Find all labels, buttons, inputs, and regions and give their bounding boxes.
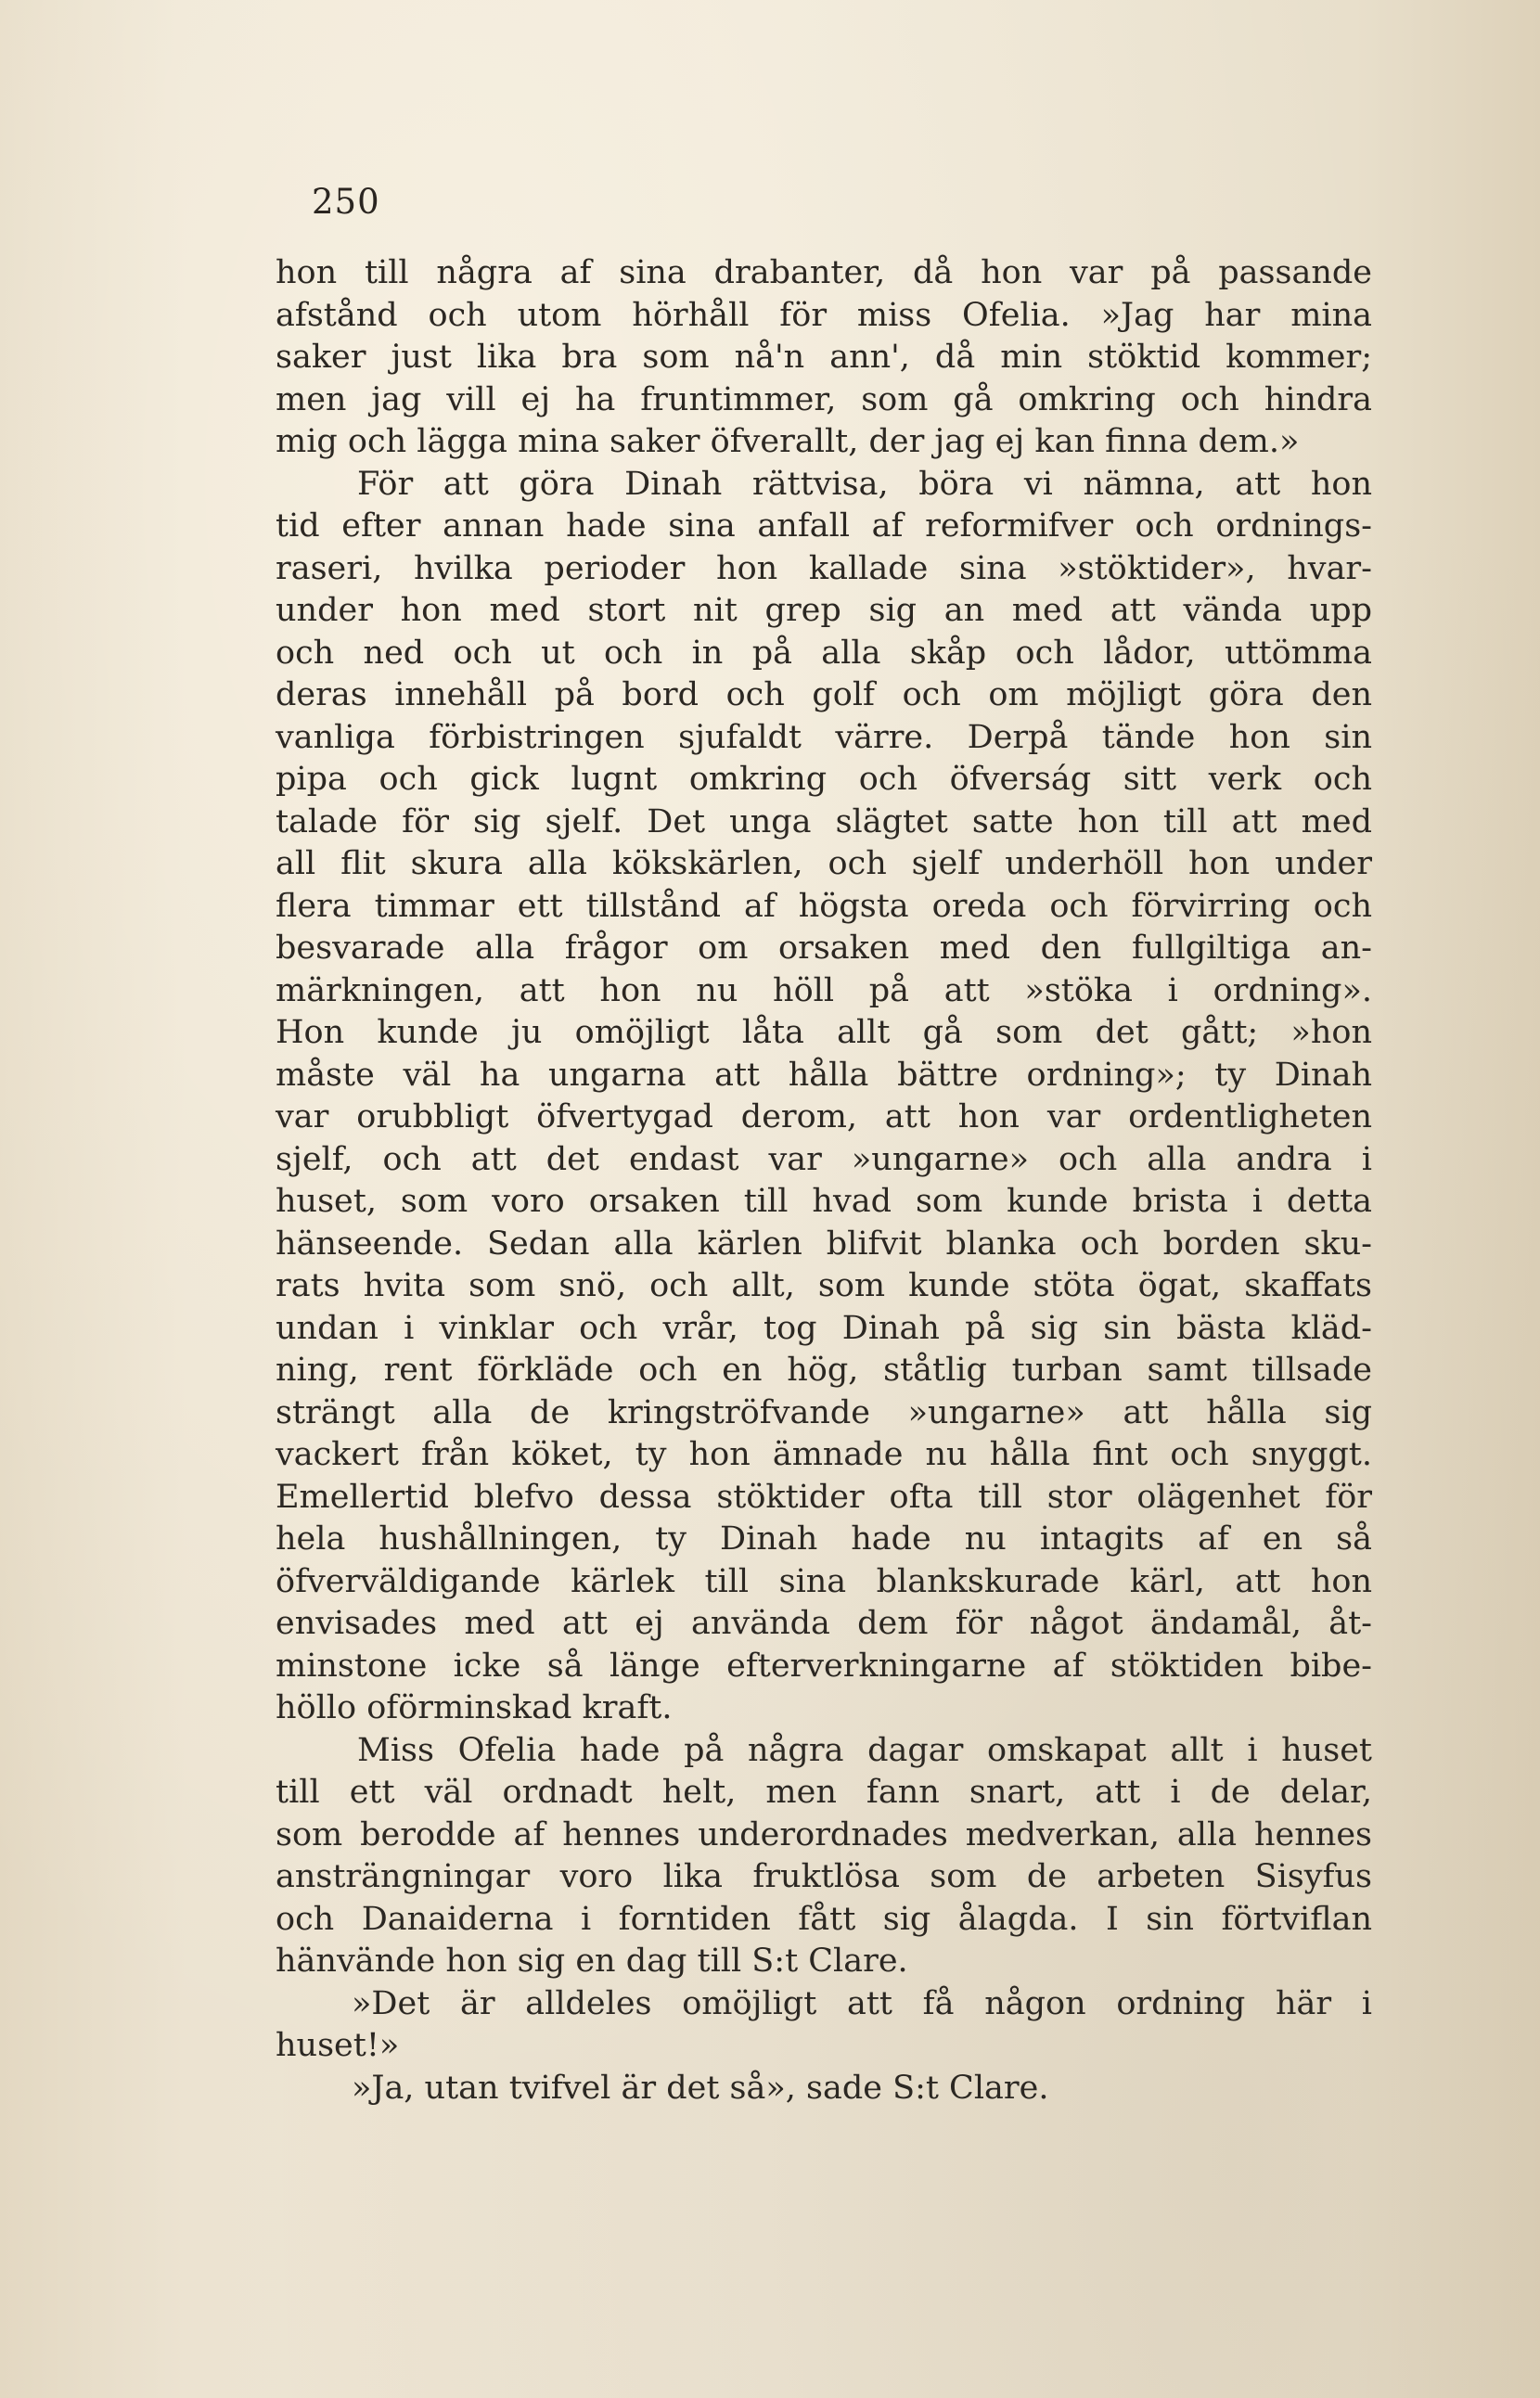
- text-line: vackert från köket, ty hon ämnade nu hålla fint och snyggt.: [276, 1436, 1372, 1473]
- text-line: minstone icke så länge efterverkningarne af stöktiden bibe-: [276, 1647, 1372, 1685]
- text-line: För att göra Dinah rättvisa, böra vi nämna, att hon: [357, 465, 1372, 503]
- body-text: [276, 252, 1372, 2109]
- text-line: rats hvita som snö, och allt, som kunde stöta ögat, skaffats: [276, 1267, 1372, 1304]
- text-line: måste väl ha ungarna att hålla bättre ordning»; ty Dinah: [276, 1056, 1372, 1094]
- text-line: undan i vinklar och vrår, tog Dinah på sig sin bästa kläd-: [276, 1309, 1372, 1347]
- text-line: som berodde af hennes underordnades medverkan, alla hennes: [276, 1815, 1372, 1853]
- text-line: strängt alla de kringströfvande »ungarne» att hålla sig: [276, 1393, 1372, 1431]
- text-line: flera timmar ett tillstånd af högsta oreda och förvirring och: [276, 887, 1372, 925]
- text-line: vanliga förbistringen sjufaldt värre. Derpå tände hon sin: [276, 718, 1372, 756]
- text-line: besvarade alla frågor om orsaken med den fullgiltiga an-: [276, 930, 1372, 967]
- text-line: Emellertid blefvo dessa stöktider ofta till stor olägenhet för: [276, 1478, 1372, 1516]
- text-line: Miss Ofelia hade på några dagar omskapat allt i huset: [357, 1731, 1372, 1769]
- text-line: hänvände hon sig en dag till S:t Clare.: [276, 1943, 908, 1980]
- text-line: men jag vill ej ha fruntimmer, som gå omkring och hindra: [276, 380, 1372, 418]
- text-line: tid efter annan hade sina anfall af reformifver och ordnings-: [276, 507, 1372, 545]
- text-line: hela hushållningen, ty Dinah hade nu intagits af en så: [276, 1520, 1372, 1558]
- text-line: till ett väl ordnadt helt, men fann snart, att i de delar,: [276, 1774, 1372, 1811]
- text-line: märkningen, att hon nu höll på att »stöka i ordning».: [276, 971, 1372, 1009]
- text-line: ning, rent förkläde och en hög, ståtlig turban samt tillsade: [276, 1352, 1372, 1389]
- text-line: »Det är alldeles omöjligt att få någon ordning här i: [352, 1984, 1372, 2022]
- text-line: och Danaiderna i forntiden fått sig ålagda. I sin förtviflan: [276, 1900, 1372, 1938]
- text-line: saker just lika bra som nå'n ann', då min stöktid kommer;: [276, 339, 1372, 376]
- text-line: huset, som voro orsaken till hvad som kunde brista i detta: [276, 1183, 1372, 1220]
- text-line: under hon med stort nit grep sig an med att vända upp: [276, 592, 1372, 629]
- text-line: envisades med att ej använda dem för något ändamål, åt-: [276, 1605, 1372, 1642]
- text-line: afstånd och utom hörhåll för miss Ofelia. »Jag har mina: [276, 296, 1372, 334]
- text-line: och ned och ut och in på alla skåp och lådor, uttömma: [276, 634, 1372, 672]
- text-line: all flit skura alla kökskärlen, och sjelf underhöll hon under: [276, 845, 1372, 882]
- text-line: sjelf, och att det endast var »ungarne» och alla andra i: [276, 1140, 1372, 1178]
- text-line: hänseende. Sedan alla kärlen blifvit blanka och borden sku-: [276, 1225, 1372, 1263]
- text-line: mig och lägga mina saker öfverallt, der jag ej kan finna dem.»: [276, 423, 1300, 460]
- text-line: talade för sig sjelf. Det unga slägtet satte hon till att med: [276, 802, 1372, 840]
- text-line: höllo oförminskad kraft.: [276, 1689, 673, 1726]
- text-line: deras innehåll på bord och golf och om möjligt göra den: [276, 676, 1372, 713]
- text-line: hon till några af sina drabanter, då hon var på passande: [276, 254, 1372, 291]
- text-line: ansträngningar voro lika fruktlösa som de arbeten Sisyfus: [276, 1858, 1372, 1895]
- text-line: huset!»: [276, 2027, 400, 2064]
- text-line: raseri, hvilka perioder hon kallade sina »stöktider», hvar-: [276, 549, 1372, 587]
- text-line: Hon kunde ju omöjligt låta allt gå som det gått; »hon: [276, 1014, 1372, 1051]
- page-number: 250: [312, 182, 380, 222]
- text-line: pipa och gick lugnt omkring och öfverság sitt verk och: [276, 761, 1372, 798]
- text-line: öfverväldigande kärlek till sina blankskurade kärl, att hon: [276, 1562, 1372, 1600]
- text-line: var orubbligt öfvertygad derom, att hon var ordentligheten: [276, 1098, 1372, 1135]
- text-line: »Ja, utan tvifvel är det så», sade S:t Clare.: [352, 2069, 1049, 2107]
